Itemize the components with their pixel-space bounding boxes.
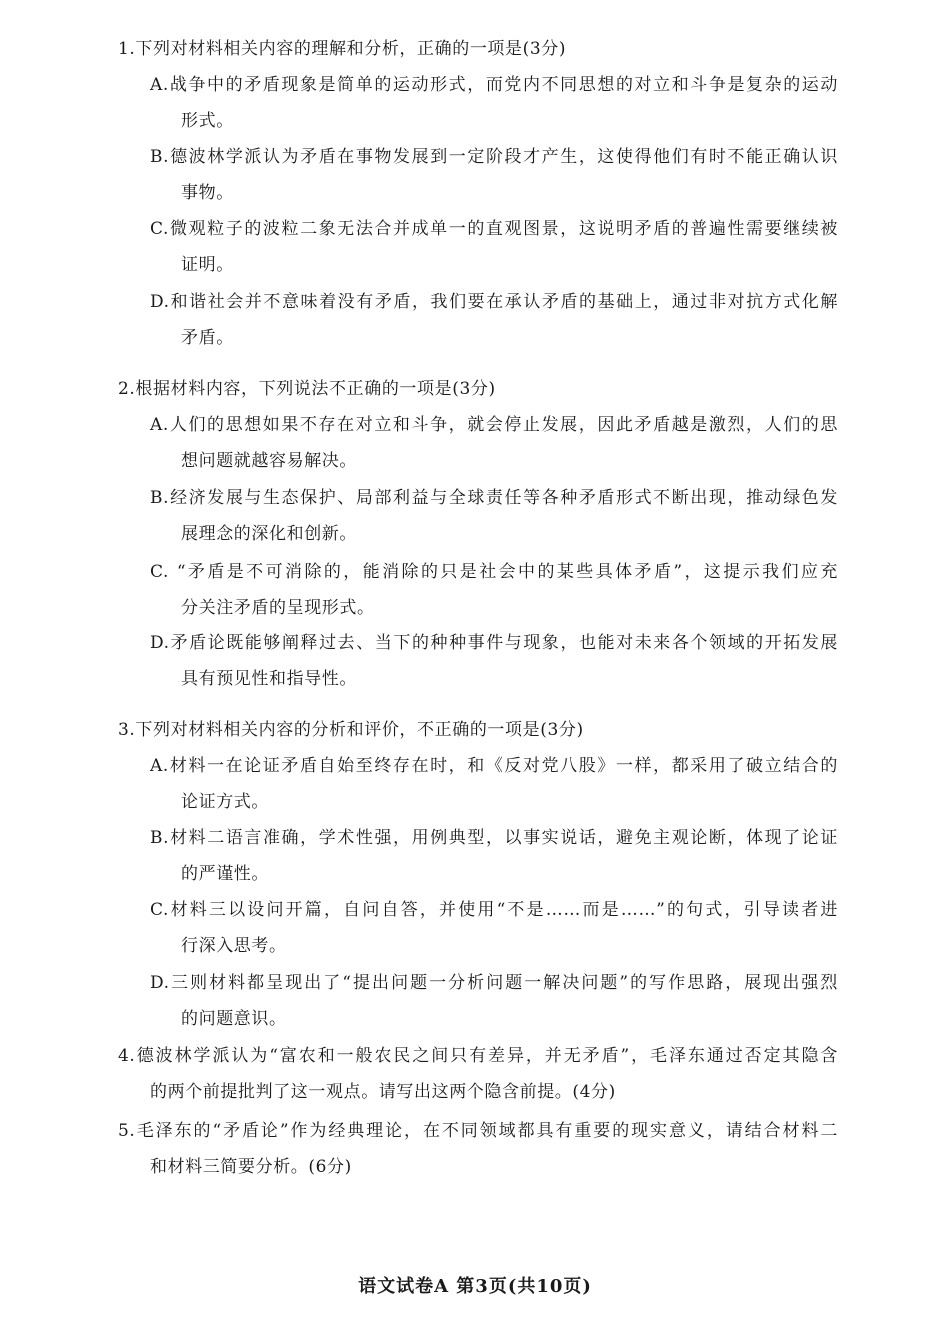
q2-option-c-line2: 分关注矛盾的呈现形式。 [181, 598, 375, 618]
q1-stem: 1.下列对材料相关内容的理解和分析，正确的一项是(3分) [118, 39, 567, 59]
q2-option-b-line1: B.经济发展与生态保护、局部利益与全球责任等各种矛盾形式不断出现，推动绿色发 [150, 488, 838, 508]
q3-option-c-line2: 行深入思考。 [181, 936, 287, 956]
q3-option-b-line2: 的严谨性。 [181, 864, 269, 884]
q3-option-b-line1: B.材料二语言准确，学术性强，用例典型，以事实说话，避免主观论断，体现了论证 [150, 828, 838, 848]
q5-line1: 5.毛泽东的“矛盾论”作为经典理论，在不同领域都具有重要的现实意义，请结合材料二 [118, 1121, 838, 1141]
q2-option-c-line1: C. “矛盾是不可消除的，能消除的只是社会中的某些具体矛盾”，这提示我们应充 [150, 562, 838, 582]
q1-option-c-line2: 证明。 [181, 255, 234, 275]
q2-option-d-line2: 具有预见性和指导性。 [181, 669, 357, 689]
q2-option-b-line2: 展理念的深化和创新。 [181, 524, 357, 544]
q3-option-a-line1: A.材料一在论证矛盾自始至终存在时，和《反对党八股》一样，都采用了破立结合的 [150, 756, 838, 776]
q3-option-a-line2: 论证方式。 [181, 792, 269, 812]
q3-option-d-line2: 的问题意识。 [181, 1009, 287, 1029]
q2-option-a-line2: 想问题就越容易解决。 [181, 451, 357, 471]
q3-option-c-line1: C.材料三以设问开篇，自问自答，并使用“不是……而是……”的句式，引导读者进 [150, 900, 838, 920]
q1-option-c-line1: C.微观粒子的波粒二象无法合并成单一的直观图景，这说明矛盾的普遍性需要继续被 [150, 219, 838, 239]
q1-option-a-line1: A.战争中的矛盾现象是简单的运动形式，而党内不同思想的对立和斗争是复杂的运动 [150, 75, 838, 95]
q2-stem: 2.根据材料内容，下列说法不正确的一项是(3分) [118, 379, 496, 399]
q1-option-b-line2: 事物。 [181, 183, 234, 203]
q1-option-d-line1: D.和谐社会并不意味着没有矛盾，我们要在承认矛盾的基础上，通过非对抗方式化解 [150, 292, 838, 312]
q1-option-d-line2: 矛盾。 [181, 328, 234, 348]
q1-option-b-line1: B.德波林学派认为矛盾在事物发展到一定阶段才产生，这使得他们有时不能正确认识 [150, 147, 838, 167]
q3-option-d-line1: D.三则材料都呈现出了“提出问题一分析问题一解决问题”的写作思路，展现出强烈 [150, 973, 838, 993]
q2-option-a-line1: A.人们的思想如果不存在对立和斗争，就会停止发展，因此矛盾越是激烈，人们的思 [150, 415, 838, 435]
q2-option-d-line1: D.矛盾论既能够阐释过去、当下的种种事件与现象，也能对未来各个领域的开拓发展 [150, 633, 838, 653]
q4-line2: 的两个前提批判了这一观点。请写出这两个隐含前提。(4分) [150, 1082, 616, 1102]
page-footer: 语文试卷A 第3页(共10页) [358, 1276, 592, 1297]
q1-option-a-line2: 形式。 [181, 111, 234, 131]
q4-line1: 4.德波林学派认为“富农和一般农民之间只有差异，并无矛盾”，毛泽东通过否定其隐含 [118, 1046, 838, 1066]
q3-stem: 3.下列对材料相关内容的分析和评价，不正确的一项是(3分) [118, 720, 584, 740]
q5-line2: 和材料三简要分析。(6分) [150, 1157, 352, 1177]
